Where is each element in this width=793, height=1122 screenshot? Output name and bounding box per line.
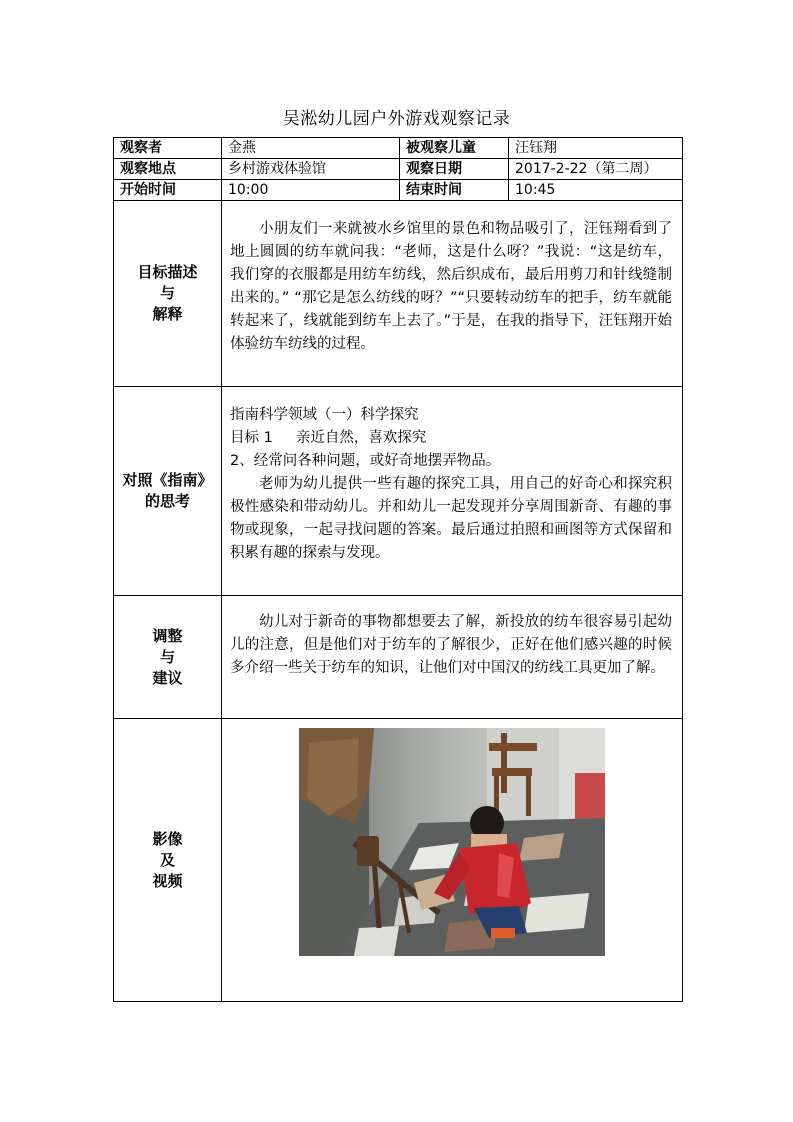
guide-label: 对照《指南》 的思考	[114, 387, 222, 596]
guide-content	[222, 387, 683, 596]
place-value: 乡村游戏体验馆	[222, 159, 400, 180]
row-adjust	[114, 596, 683, 719]
guide-line-3: 2、经常问各种问题，或好奇地摆弄物品。	[230, 452, 501, 469]
observer-label: 观察者	[114, 138, 222, 159]
start-value: 10:00	[222, 180, 400, 201]
adjust-text: 幼儿对于新奇的事物都想要去了解，新投放的纺车很容易引起幼儿的注意，但是他们对于纺车的了解很少，正好在他们感兴趣的时候多介绍一些关于纺车的知识，让他们对中国汉的纺线工具更加了解。	[230, 613, 672, 676]
guide-line-1: 指南科学领域（一）科学探究	[230, 406, 419, 423]
row-guide	[114, 387, 683, 596]
place-label: 观察地点	[114, 159, 222, 180]
row-time	[114, 180, 683, 201]
child-label: 被观察儿童	[400, 138, 509, 159]
adjust-label: 调整 与 建议	[114, 596, 222, 719]
media-label: 影像 及 视频	[114, 719, 222, 1002]
observer-value: 金燕	[222, 138, 400, 159]
goal-content	[222, 201, 683, 387]
end-label: 结束时间	[400, 180, 509, 201]
guide-text: 老师为幼儿提供一些有趣的探究工具，用自己的好奇心和探究积极性感染和带动幼儿。并和幼儿一起发现并分享周围新奇、有趣的事物或现象，一起寻找问题的答案。最后通过拍照和画图等方式保留和积累有趣的探索与发现。	[230, 475, 672, 561]
child-value: 汪钰翔	[509, 138, 683, 159]
page-title: 吴淞幼儿园户外游戏观察记录	[282, 109, 511, 129]
goal-text: 小朋友们一来就被水乡馆里的景色和物品吸引了，汪钰翔看到了地上圆圆的纺车就问我：“老师，这是什么呀？”我说：“这是纺车，我们穿的衣服都是用纺车纺线，然后织成布，最后用剪刀和针线缝制出来的。” “那它是怎么纺线的呀？”“只要转动纺车的把手，纺车就能转起来了，线就能到纺车上去了。”于是，在我的指导下，汪钰翔开始体验纺车纺线的过程。	[230, 220, 672, 352]
start-label: 开始时间	[114, 180, 222, 201]
row-media	[114, 719, 683, 1002]
media-content	[222, 719, 683, 1002]
spinning-wheel-photo	[299, 728, 605, 956]
date-label: 观察日期	[400, 159, 509, 180]
adjust-content	[222, 596, 683, 719]
row-goal	[114, 201, 683, 387]
end-value: 10:45	[509, 180, 683, 201]
observation-table	[113, 137, 683, 1002]
row-observer	[114, 138, 683, 159]
date-value: 2017-2-22（第二周）	[509, 159, 683, 180]
guide-line-2: 目标 1 亲近自然，喜欢探究	[230, 429, 427, 446]
goal-label: 目标描述 与 解释	[114, 201, 222, 387]
row-place	[114, 159, 683, 180]
